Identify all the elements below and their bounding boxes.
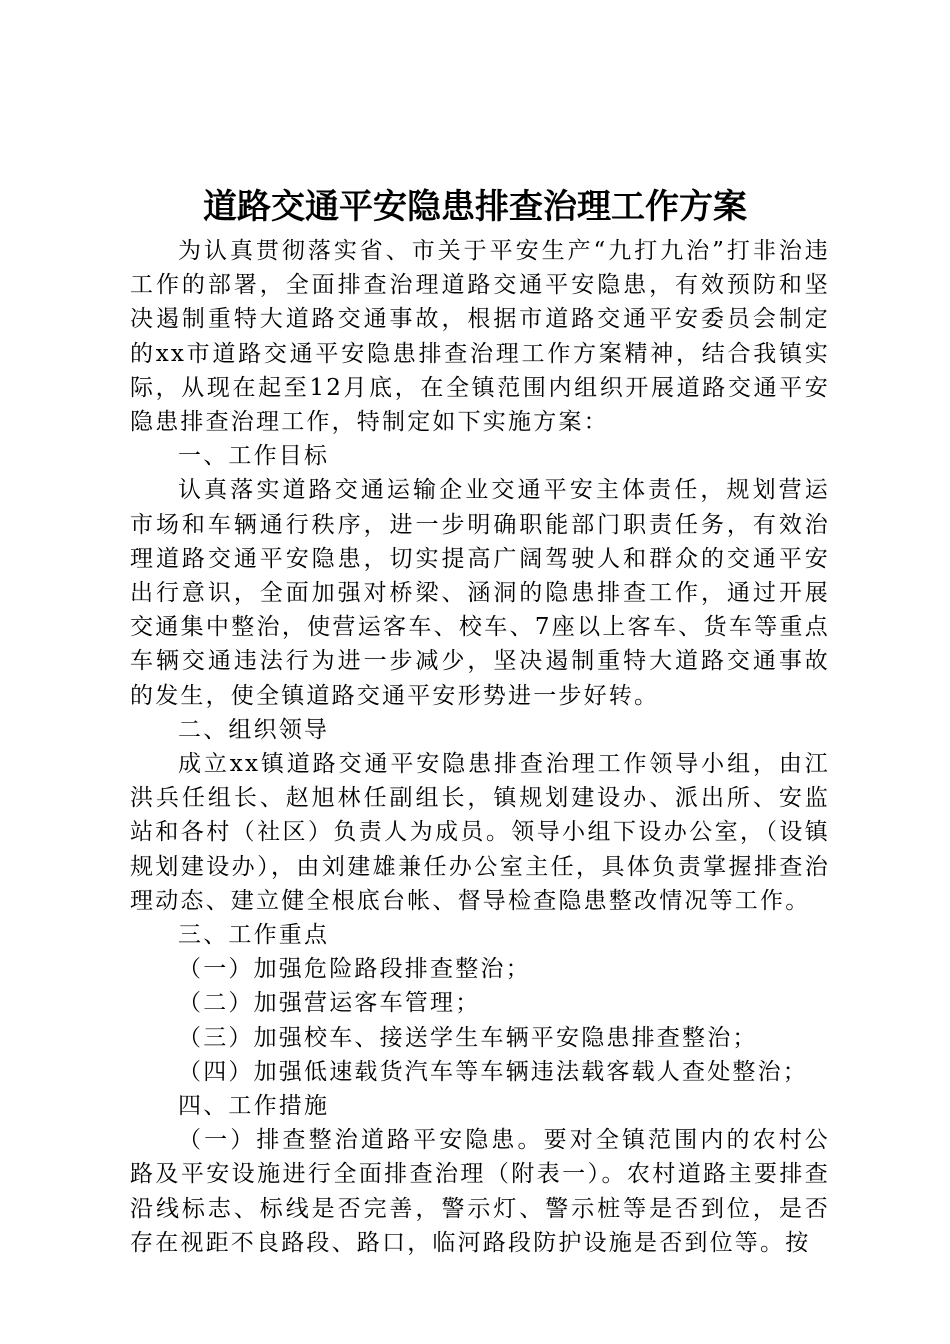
section-paragraph-goals: 认真落实道路交通运输企业交通平安主体责任，规划营运市场和车辆通行秩序，进一步明确职能部门职责任务，有效治理道路交通平安隐患，切实提高广阔驾驶人和群众的交通平安出行意识，全面加强对桥梁、涵洞的隐患排查工作，通过开展交通集中整治，使营运客车、校车、7座以上客车、货车等重点车辆交通违法行为进一步减少，坚决遏制重特大道路交通事故的发生，使全镇道路交通平安形势进一步好转。 bbox=[130, 477, 830, 709]
focus-item: （一）加强危险路段排查整治； bbox=[178, 956, 531, 983]
focus-item: （三）加强校车、接送学生车辆平安隐患排查整治； bbox=[178, 1024, 758, 1051]
intro-paragraph: 为认真贯彻落实省、市关于平安生产“九打九治”打非治违工作的部署，全面排查治理道路交通平安隐患，有效预防和坚决遏制重特大道路交通事故，根据市道路交通平安委员会制定的xx市道路交通平安隐患排查治理工作方案精神，结合我镇实际，从现在起至12月底，在全镇范围内组织开展道路交通平安隐患排查治理工作，特制定如下实施方案： bbox=[130, 238, 830, 436]
focus-item: （二）加强营运客车管理； bbox=[178, 990, 481, 1017]
section-heading-measures: 四、工作措施 bbox=[178, 1093, 330, 1120]
section-heading-focus: 三、工作重点 bbox=[178, 922, 330, 949]
document-body bbox=[130, 234, 830, 1260]
section-heading-goals: 一、工作目标 bbox=[178, 443, 330, 470]
document-title: 道路交通平安隐患排查治理工作方案 bbox=[203, 187, 747, 227]
section-paragraph-organization: 成立xx镇道路交通平安隐患排查治理工作领导小组，由江洪兵任组长、赵旭林任副组长，镇规划建设办、派出所、安监站和各村（社区）负责人为成员。领导小组下设办公室，（设镇规划建设办），由刘建雄兼任办公室主任，具体负责掌握排查治理动态、建立健全根底台帐、督导检查隐患整改情况等工作。 bbox=[130, 751, 830, 914]
section-heading-organization: 二、组织领导 bbox=[178, 716, 330, 743]
section-paragraph-measures: （一）排查整治道路平安隐患。要对全镇范围内的农村公路及平安设施进行全面排查治理（附表一）。农村道路主要排查沿线标志、标线是否完善，警示灯、警示桩等是否到位，是否存在视距不良路段、路口，临河路段防护设施是否到位等。按 bbox=[130, 1127, 830, 1256]
focus-item: （四）加强低速载货汽车等车辆违法载客载人查处整治； bbox=[178, 1058, 808, 1085]
